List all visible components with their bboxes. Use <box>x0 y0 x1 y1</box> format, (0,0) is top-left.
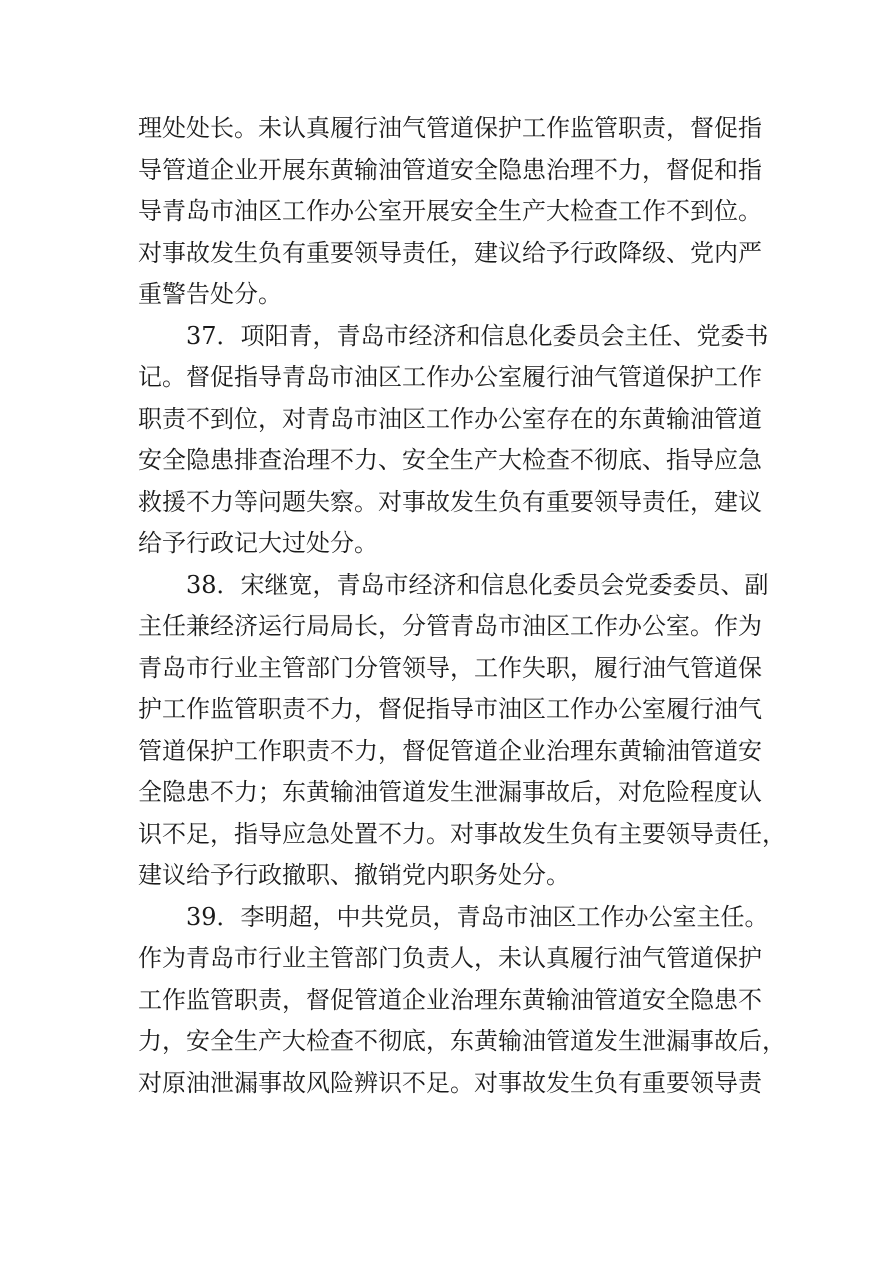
text-line: 职责不到位，对青岛市油区工作办公室存在的东黄输油管道 <box>138 404 762 433</box>
text-line: 青岛市行业主管部门分管领导，工作失职，履行油气管道保 <box>138 653 762 682</box>
text-line: 护工作监管职责不力，督促指导市油区工作办公室履行油气 <box>138 695 762 723</box>
text-line: 识不足，指导应急处置不力。对事故发生负有主要领导责任， <box>138 819 786 848</box>
text-line: 作为青岛市行业主管部门负责人，未认真履行油气管道保护 <box>138 944 762 972</box>
paragraph-39-start: 39．李明超，中共党员，青岛市油区工作办公室主任。 <box>186 902 769 931</box>
text-line: 安全隐患排查治理不力、安全生产大检查不彻底、指导应急 <box>138 446 762 474</box>
text-line: 理处处长。未认真履行油气管道保护工作监管职责，督促指 <box>138 114 762 142</box>
text-line: 导管道企业开展东黄输油管道安全隐患治理不力，督促和指 <box>138 155 762 184</box>
text-line: 主任兼经济运行局局长，分管青岛市油区工作办公室。作为 <box>138 612 762 640</box>
text-line: 导青岛市油区工作办公室开展安全生产大检查工作不到位。 <box>138 197 762 225</box>
text-line: 全隐患不力；东黄输油管道发生泄漏事故后，对危险程度认 <box>138 778 762 806</box>
text-line: 对原油泄漏事故风险辨识不足。对事故发生负有重要领导责 <box>138 1068 762 1097</box>
text-line: 建议给予行政撤职、撤销党内职务处分。 <box>138 861 570 889</box>
text-line: 工作监管职责，督促管道企业治理东黄输油管道安全隐患不 <box>138 985 762 1014</box>
paragraph-38-start: 38．宋继宽，青岛市经济和信息化委员会党委委员、副 <box>186 570 769 599</box>
text-line: 重警告处分。 <box>138 280 282 308</box>
text-line: 管道保护工作职责不力，督促管道企业治理东黄输油管道安 <box>138 736 762 765</box>
paragraph-37-start: 37．项阳青，青岛市经济和信息化委员会主任、党委书 <box>186 321 769 350</box>
text-line: 救援不力等问题失察。对事故发生负有重要领导责任，建议 <box>138 487 762 516</box>
document-body <box>138 108 786 1104</box>
text-line: 给予行政记大过处分。 <box>138 529 378 557</box>
text-line: 记。督促指导青岛市油区工作办公室履行油气管道保护工作 <box>138 363 762 391</box>
text-line: 对事故发生负有重要领导责任，建议给予行政降级、党内严 <box>138 238 762 267</box>
text-line: 力，安全生产大检查不彻底，东黄输油管道发生泄漏事故后， <box>138 1027 786 1055</box>
